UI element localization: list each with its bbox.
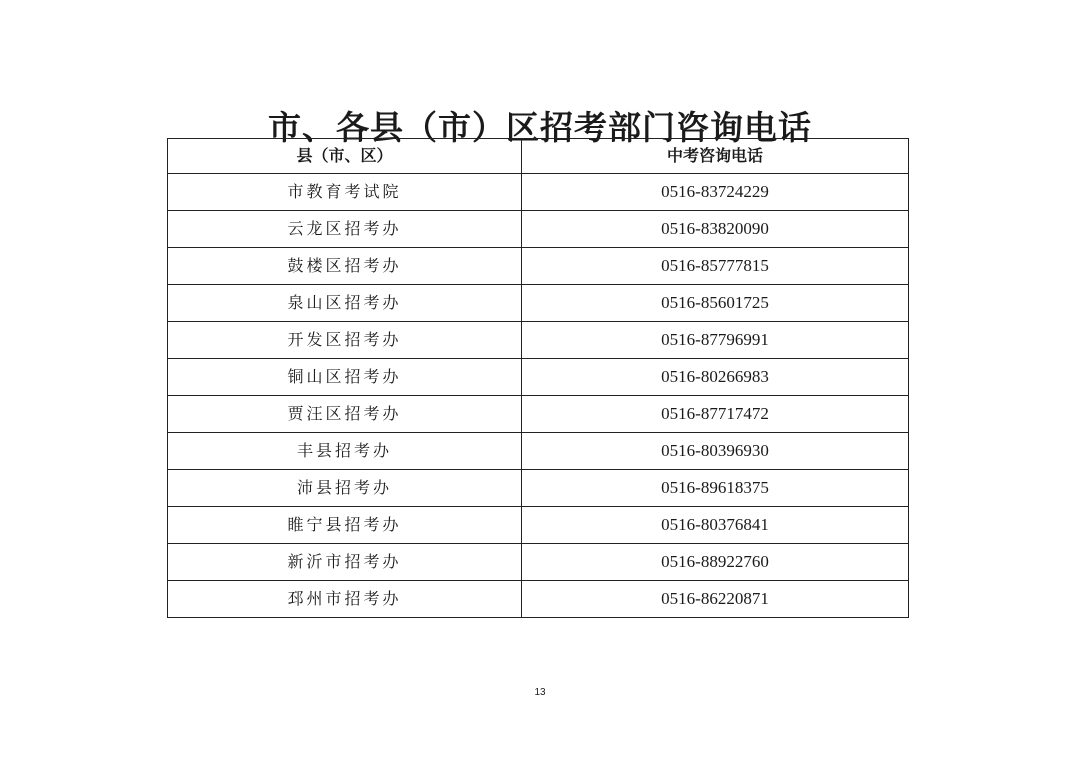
office-name-cell: 睢宁县招考办 [168,507,522,544]
table-row [168,248,909,285]
phone-number-cell: 0516-88922760 [522,544,909,581]
phone-number-cell: 0516-86220871 [522,581,909,618]
phone-number-cell: 0516-83724229 [522,174,909,211]
office-name-cell: 新沂市招考办 [168,544,522,581]
office-name-cell: 沛县招考办 [168,470,522,507]
table-header-row [168,139,909,174]
contact-phone-table [167,138,909,618]
column-header-district: 县（市、区） [168,139,522,174]
office-name-cell: 铜山区招考办 [168,359,522,396]
phone-number-cell: 0516-80396930 [522,433,909,470]
column-header-phone: 中考咨询电话 [522,139,909,174]
table-row [168,322,909,359]
phone-number-cell: 0516-89618375 [522,470,909,507]
table-row [168,544,909,581]
table-row [168,581,909,618]
phone-number-cell: 0516-83820090 [522,211,909,248]
office-name-cell: 云龙区招考办 [168,211,522,248]
table-row [168,285,909,322]
office-name-cell: 邳州市招考办 [168,581,522,618]
office-name-cell: 鼓楼区招考办 [168,248,522,285]
phone-number-cell: 0516-80376841 [522,507,909,544]
office-name-cell: 丰县招考办 [168,433,522,470]
table-row [168,359,909,396]
page-title: 市、各县（市）区招考部门咨询电话 [268,108,812,148]
table-row [168,174,909,211]
phone-number-cell: 0516-87717472 [522,396,909,433]
table-row [168,396,909,433]
office-name-cell: 贾汪区招考办 [168,396,522,433]
table-row [168,507,909,544]
phone-number-cell: 0516-80266983 [522,359,909,396]
table-row [168,211,909,248]
table-row [168,433,909,470]
office-name-cell: 市教育考试院 [168,174,522,211]
phone-number-cell: 0516-85601725 [522,285,909,322]
page-number: 13 [534,687,546,698]
phone-number-cell: 0516-87796991 [522,322,909,359]
office-name-cell: 开发区招考办 [168,322,522,359]
phone-number-cell: 0516-85777815 [522,248,909,285]
office-name-cell: 泉山区招考办 [168,285,522,322]
table-row [168,470,909,507]
